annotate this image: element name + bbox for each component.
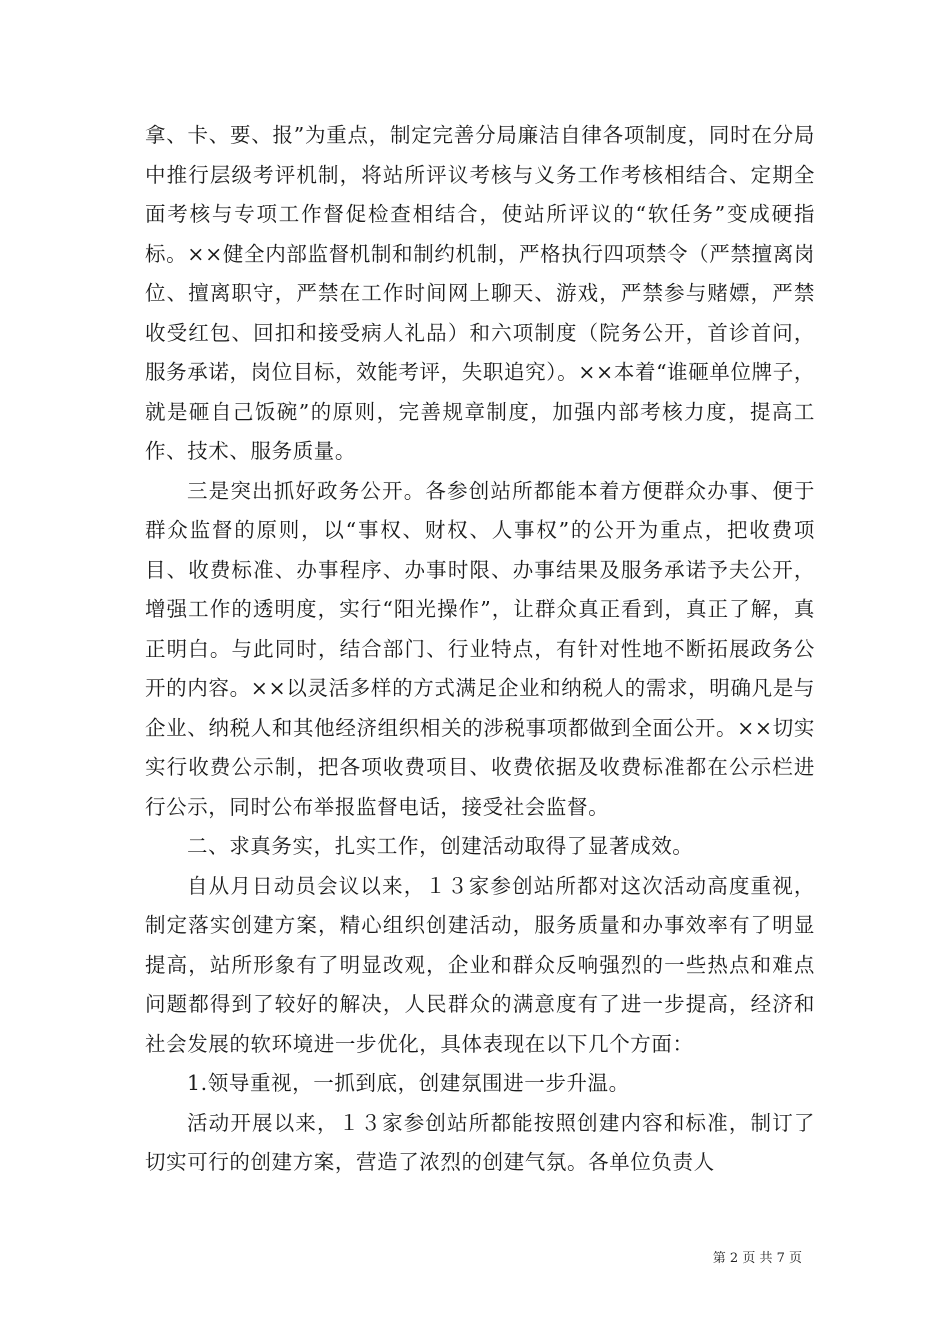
paragraph-government-affairs: 三是突出抓好政务公开。各参创站所都能本着方便群众办事、便于群众监督的原则，以“事权、财权、人事权”的公开为重点，把收费项目、收费标准、办事程序、办事时限、办事结果及服务承诺予夫公开，增强工作的透明度，实行“阳光操作”，让群众真正看到，真正了解，真正明白。与此同时，结合部门、行业特点，有针对性地不断拓展政务公开的内容。××以灵活多样的方式满足企业和纳税人的需求，明确凡是与企业、纳税人和其他经济组织相关的涉税事项都做到全面公开。××切实实行收费公示制，把各项收费项目、收费依据及收费标准都在公示栏进行公示，同时公布举报监督电话，接受社会监督。 bbox=[145, 478, 815, 819]
subheading-leadership: 1.领导重视，一抓到底，创建氛围进一步升温。 bbox=[187, 1071, 630, 1095]
section-heading-two: 二、求真务实，扎实工作，创建活动取得了显著成效。 bbox=[187, 834, 694, 858]
document-body bbox=[145, 116, 815, 1183]
paragraph-activity-started: 活动开展以来，１３家参创站所都能按照创建内容和标准，制订了切实可行的创建方案，营造了浓烈的创建气氛。各单位负责人 bbox=[145, 1110, 815, 1174]
paragraph-continuation: 拿、卡、要、报”为重点，制定完善分局廉洁自律各项制度，同时在分局中推行层级考评机制，将站所评议考核与义务工作考核相结合、定期全面考核与专项工作督促检查相结合，使站所评议的“软任务”变成硬指标。××健全内部监督机制和制约机制，严格执行四项禁令（严禁擅离岗位、擅离职守，严禁在工作时间网上聊天、游戏，严禁参与赌嫖，严禁收受红包、回扣和接受病人礼品）和六项制度（院务公开，首诊首问，服务承诺，岗位目标，效能考评，失职追究）。××本着“谁砸单位牌子，就是砸自己饭碗”的原则，完善规章制度，加强内部考核力度，提高工作、技术、服务质量。 bbox=[145, 123, 815, 463]
page-number: 第 2 页 共 7 页 bbox=[712, 1251, 802, 1266]
paragraph-since-meeting: 自从月日动员会议以来，１３家参创站所都对这次活动高度重视，制定落实创建方案，精心组织创建活动，服务质量和办事效率有了明显提高，站所形象有了明显改观，企业和群众反响强烈的一些热点和难点问题都得到了较好的解决，人民群众的满意度有了进一步提高，经济和社会发展的软环境进一步优化，具体表现在以下几个方面： bbox=[145, 873, 815, 1056]
